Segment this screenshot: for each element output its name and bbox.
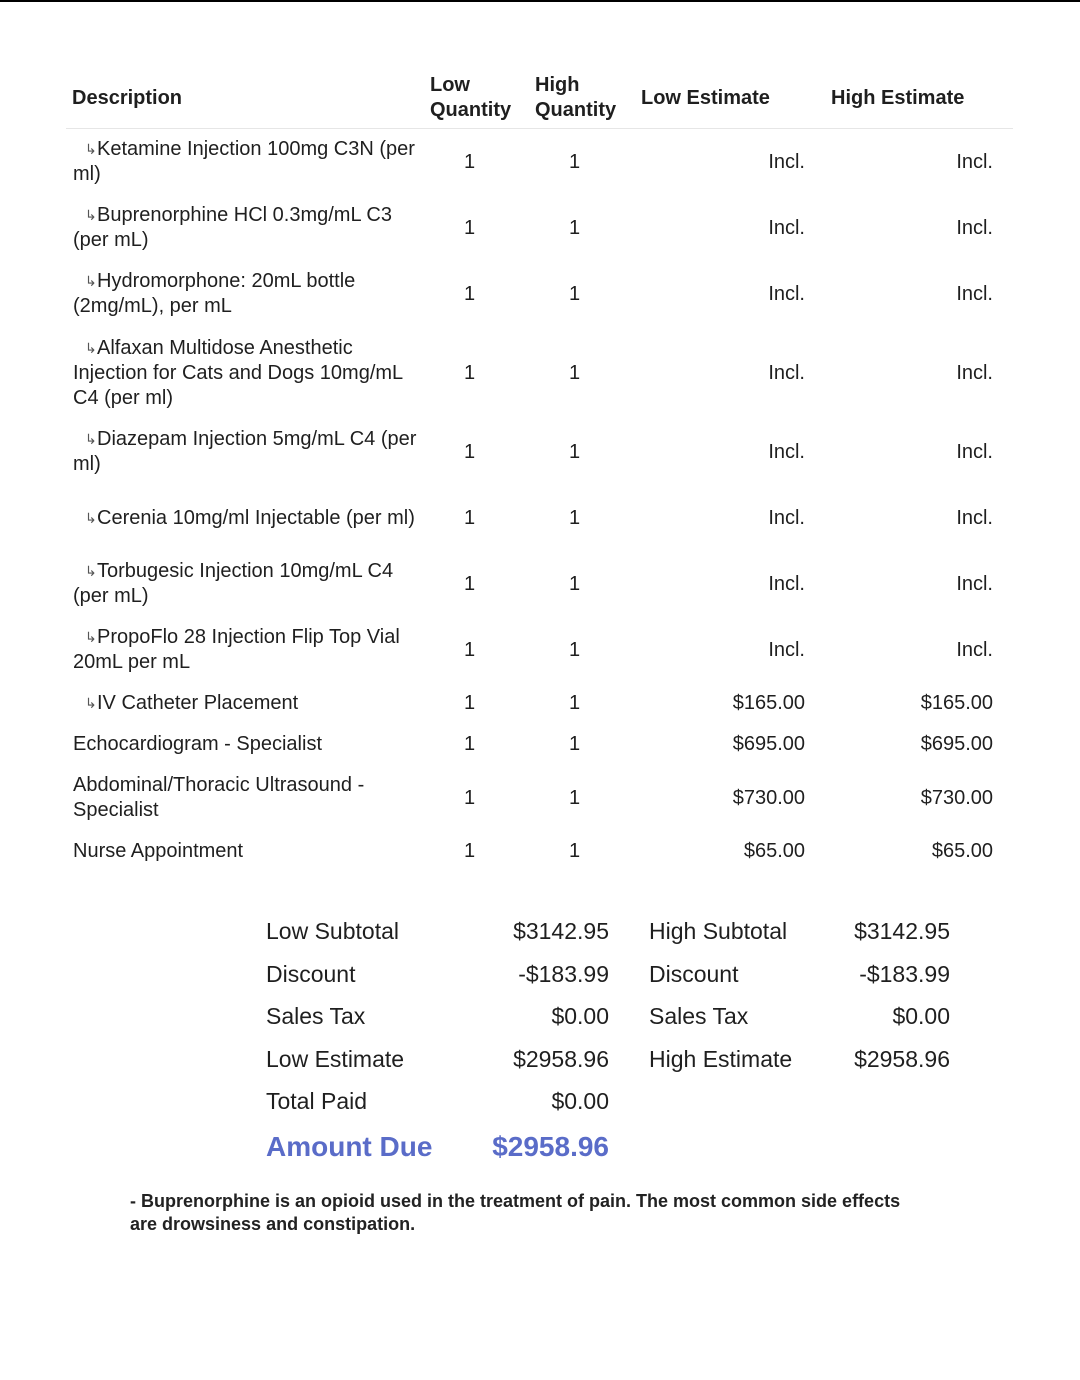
row-low-quantity <box>424 617 529 683</box>
row-high-estimate <box>825 327 1013 419</box>
table-row <box>66 831 1013 872</box>
row-low-estimate-text: $730.00 <box>732 786 805 809</box>
row-description-text: Ketamine Injection 100mg C3N (per ml) <box>73 138 415 185</box>
row-high-quantity-text: 1 <box>569 506 581 529</box>
row-high-estimate <box>825 724 1013 765</box>
row-low-quantity-text: 1 <box>464 216 476 239</box>
row-low-quantity-text: 1 <box>464 572 476 595</box>
low-tax-value: $0.00 <box>551 1003 609 1029</box>
total-paid-label: Total Paid <box>266 1088 368 1114</box>
row-low-quantity <box>424 765 529 831</box>
row-low-estimate <box>635 419 825 485</box>
row-description <box>66 683 424 724</box>
row-description <box>66 551 424 617</box>
table-row <box>66 261 1013 327</box>
row-description <box>66 724 424 765</box>
row-high-estimate-text: $695.00 <box>920 733 993 755</box>
row-high-quantity <box>529 485 635 551</box>
row-high-quantity-text: 1 <box>569 150 581 173</box>
top-border <box>0 0 1080 2</box>
row-high-quantity-text: 1 <box>569 361 581 384</box>
row-high-estimate-text: $65.00 <box>931 840 993 862</box>
row-description <box>66 765 424 831</box>
row-high-estimate-text: Incl. <box>956 440 993 463</box>
row-high-estimate <box>825 485 1013 551</box>
row-low-quantity-text: 1 <box>464 840 476 862</box>
table-row <box>66 129 1013 196</box>
header-low-estimate: Low Estimate <box>635 68 825 129</box>
row-low-estimate <box>635 831 825 872</box>
row-description-text: Abdominal/Thoracic Ultrasound - Specialist <box>73 774 365 821</box>
row-low-estimate-text: Incl. <box>768 440 805 463</box>
table-row <box>66 419 1013 485</box>
row-high-estimate <box>825 419 1013 485</box>
table-row <box>66 765 1013 831</box>
row-low-estimate-text: $695.00 <box>732 733 805 755</box>
row-low-quantity <box>424 195 529 261</box>
row-low-estimate-text: $165.00 <box>732 692 805 714</box>
high-discount-label: Discount <box>649 961 739 987</box>
row-high-quantity-text: 1 <box>569 282 581 305</box>
row-high-quantity <box>529 195 635 261</box>
row-description-text: Echocardiogram - Specialist <box>73 733 322 755</box>
row-description-text: IV Catheter Placement <box>97 692 299 714</box>
header-low-quantity: Low Quantity <box>424 68 529 129</box>
header-high-quantity: High Quantity <box>529 68 635 129</box>
row-low-quantity <box>424 419 529 485</box>
row-high-quantity <box>529 617 635 683</box>
row-high-quantity-text: 1 <box>569 216 581 239</box>
row-description <box>66 129 424 196</box>
table-header-row <box>66 68 1013 129</box>
row-low-quantity-text: 1 <box>464 692 476 714</box>
row-low-estimate-text: Incl. <box>768 216 805 239</box>
table-row <box>66 327 1013 419</box>
row-low-quantity <box>424 683 529 724</box>
header-description: Description <box>66 68 424 129</box>
row-high-quantity <box>529 765 635 831</box>
row-low-quantity-text: 1 <box>464 361 476 384</box>
row-low-estimate <box>635 129 825 196</box>
total-paid-value: $0.00 <box>551 1088 609 1114</box>
row-low-estimate <box>635 195 825 261</box>
row-high-estimate-text: $165.00 <box>920 692 993 714</box>
sub-item-arrow-icon: ↳ <box>85 141 97 157</box>
row-high-estimate <box>825 683 1013 724</box>
row-description <box>66 831 424 872</box>
estimate-table <box>66 68 1013 872</box>
high-discount-value: -$183.99 <box>859 961 950 987</box>
row-low-estimate-text: Incl. <box>768 282 805 305</box>
row-low-estimate <box>635 617 825 683</box>
high-tax-value: $0.00 <box>892 1003 950 1029</box>
high-estimate-label: High Estimate <box>649 1046 793 1072</box>
row-high-estimate <box>825 831 1013 872</box>
sub-item-arrow-icon: ↳ <box>85 273 97 289</box>
row-high-quantity <box>529 683 635 724</box>
row-high-quantity-text: 1 <box>569 786 581 809</box>
row-low-estimate-text: $65.00 <box>743 840 805 862</box>
table-row <box>66 724 1013 765</box>
row-low-quantity <box>424 551 529 617</box>
row-low-estimate-text: Incl. <box>768 572 805 595</box>
row-high-estimate-text: Incl. <box>956 506 993 529</box>
row-low-quantity <box>424 129 529 196</box>
row-low-quantity <box>424 485 529 551</box>
row-high-estimate-text: Incl. <box>956 216 993 239</box>
row-high-estimate-text: Incl. <box>956 282 993 305</box>
row-low-estimate <box>635 261 825 327</box>
row-high-quantity-text: 1 <box>569 692 581 714</box>
row-high-quantity-text: 1 <box>569 572 581 595</box>
row-description-text: Alfaxan Multidose Anesthetic Injection for Cats and Dogs 10mg/mL C4 (per ml) <box>73 336 403 409</box>
row-high-quantity <box>529 419 635 485</box>
row-low-estimate <box>635 683 825 724</box>
row-description <box>66 419 424 485</box>
low-subtotal-value: $3142.95 <box>513 918 609 944</box>
high-estimate-value: $2958.96 <box>854 1046 950 1072</box>
row-low-quantity-text: 1 <box>464 150 476 173</box>
header-high-estimate: High Estimate <box>825 68 1013 129</box>
sub-item-arrow-icon: ↳ <box>85 509 97 526</box>
amount-due-value: $2958.96 <box>492 1131 609 1162</box>
row-description <box>66 195 424 261</box>
row-high-quantity-text: 1 <box>569 733 581 755</box>
sub-item-arrow-icon: ↳ <box>85 339 97 356</box>
medication-note: - Buprenorphine is an opioid used in the treatment of pain. The most common side effects are drowsiness and constipation. <box>130 1191 901 1234</box>
low-discount-label: Discount <box>266 961 356 987</box>
row-low-quantity-text: 1 <box>464 282 476 305</box>
row-description <box>66 261 424 327</box>
table-row <box>66 617 1013 683</box>
row-low-estimate-text: Incl. <box>768 361 805 384</box>
row-low-quantity-text: 1 <box>464 440 476 463</box>
row-low-estimate-text: Incl. <box>768 150 805 173</box>
row-low-estimate-text: Incl. <box>768 506 805 529</box>
sub-item-arrow-icon: ↳ <box>85 431 97 447</box>
low-subtotal-label: Low Subtotal <box>266 918 399 944</box>
row-low-estimate <box>635 327 825 419</box>
amount-due-label: Amount Due <box>266 1131 433 1162</box>
row-high-estimate <box>825 617 1013 683</box>
row-high-quantity <box>529 551 635 617</box>
row-description-text: Torbugesic Injection 10mg/mL C4 (per mL) <box>73 560 394 607</box>
row-high-estimate <box>825 195 1013 261</box>
row-low-estimate-text: Incl. <box>768 638 805 661</box>
row-high-quantity-text: 1 <box>569 638 581 661</box>
row-low-quantity-text: 1 <box>464 506 476 529</box>
row-low-quantity <box>424 327 529 419</box>
high-tax-label: Sales Tax <box>649 1003 749 1029</box>
row-low-estimate <box>635 485 825 551</box>
table-row <box>66 485 1013 551</box>
sub-item-arrow-icon: ↳ <box>85 695 97 711</box>
table-row <box>66 195 1013 261</box>
row-high-quantity-text: 1 <box>569 840 581 862</box>
table-row <box>66 551 1013 617</box>
row-description <box>66 327 424 419</box>
row-high-quantity <box>529 129 635 196</box>
row-description-text: Diazepam Injection 5mg/mL C4 (per ml) <box>73 428 417 475</box>
sub-item-arrow-icon: ↳ <box>85 207 97 223</box>
row-high-quantity-text: 1 <box>569 440 581 463</box>
row-description-text: Hydromorphone: 20mL bottle (2mg/mL), per mL <box>73 270 356 317</box>
row-description-text: PropoFlo 28 Injection Flip Top Vial 20mL per mL <box>73 626 400 673</box>
row-high-quantity <box>529 724 635 765</box>
low-tax-label: Sales Tax <box>266 1003 366 1029</box>
row-low-estimate <box>635 765 825 831</box>
high-subtotal-label: High Subtotal <box>649 918 788 944</box>
row-high-estimate-text: $730.00 <box>920 786 993 809</box>
row-description <box>66 617 424 683</box>
row-high-estimate <box>825 261 1013 327</box>
row-high-estimate-text: Incl. <box>956 638 993 661</box>
row-high-estimate <box>825 129 1013 196</box>
row-high-quantity <box>529 261 635 327</box>
low-discount-value: -$183.99 <box>518 961 609 987</box>
row-high-estimate-text: Incl. <box>956 150 993 173</box>
row-high-estimate-text: Incl. <box>956 572 993 595</box>
row-low-quantity <box>424 831 529 872</box>
row-high-quantity <box>529 327 635 419</box>
row-low-quantity <box>424 724 529 765</box>
row-low-estimate <box>635 724 825 765</box>
row-low-quantity-text: 1 <box>464 733 476 755</box>
row-low-quantity <box>424 261 529 327</box>
row-description <box>66 485 424 551</box>
row-low-quantity-text: 1 <box>464 638 476 661</box>
row-low-estimate <box>635 551 825 617</box>
row-description-text: Cerenia 10mg/ml Injectable (per ml) <box>97 506 415 529</box>
low-estimate-label: Low Estimate <box>266 1046 405 1072</box>
high-subtotal-value: $3142.95 <box>854 918 950 944</box>
row-high-estimate-text: Incl. <box>956 361 993 384</box>
table-row <box>66 683 1013 724</box>
row-high-quantity <box>529 831 635 872</box>
row-description-text: Buprenorphine HCl 0.3mg/mL C3 (per mL) <box>73 204 392 251</box>
row-high-estimate <box>825 765 1013 831</box>
row-low-quantity-text: 1 <box>464 786 476 809</box>
row-description-text: Nurse Appointment <box>73 840 244 862</box>
sub-item-arrow-icon: ↳ <box>85 563 97 579</box>
low-estimate-value: $2958.96 <box>513 1046 609 1072</box>
sub-item-arrow-icon: ↳ <box>85 629 97 645</box>
row-high-estimate <box>825 551 1013 617</box>
